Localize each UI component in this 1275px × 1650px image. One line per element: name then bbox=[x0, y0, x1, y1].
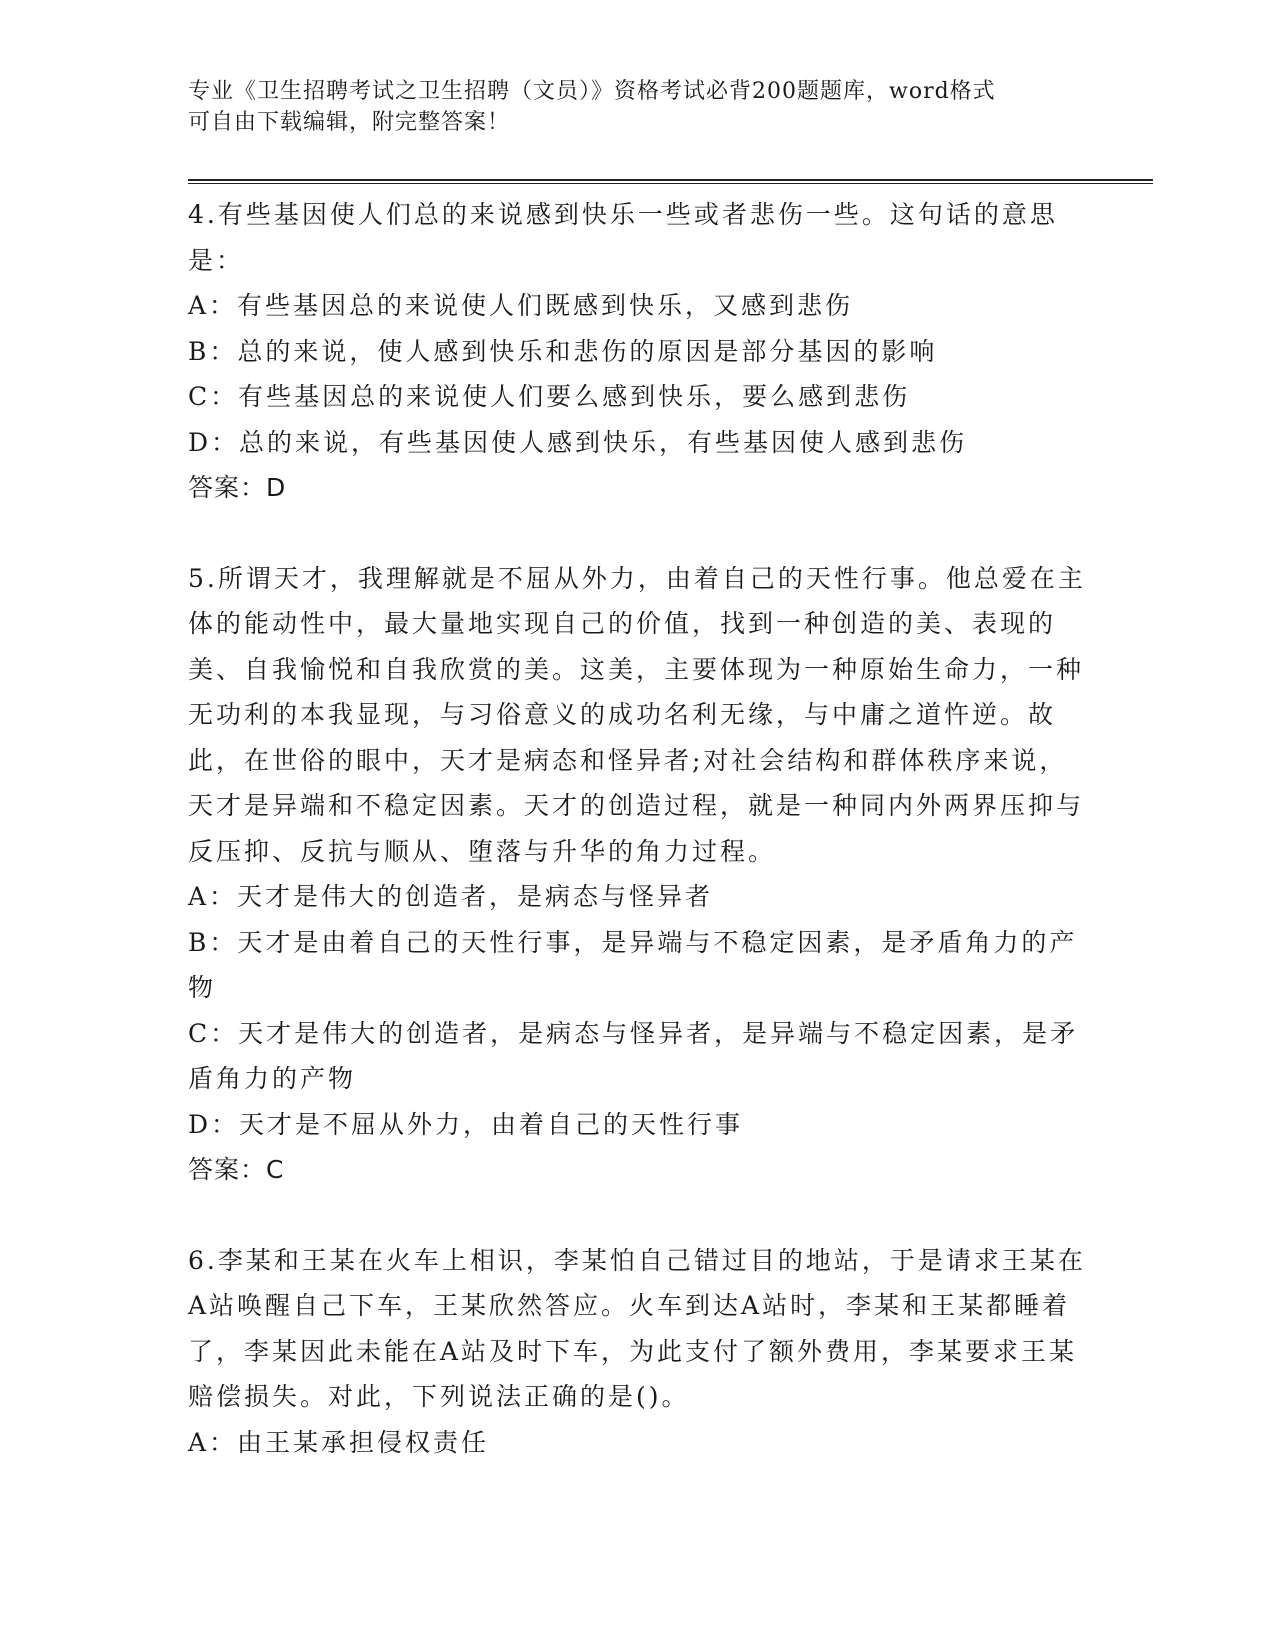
option-b: B：天才是由着自己的天性行事，是异端与不稳定因素，是矛盾角力的产物 bbox=[188, 927, 1078, 1002]
question-5 bbox=[188, 556, 1088, 1193]
option-a: A：有些基因总的来说使人们既感到快乐，又感到悲伤 bbox=[188, 291, 854, 320]
option-c: C：天才是伟大的创造者，是病态与怪异者，是异端与不稳定因素，是矛盾角力的产物 bbox=[188, 1018, 1079, 1093]
question-text: 4.有些基因使人们总的来说感到快乐一些或者悲伤一些。这句话的意思是： bbox=[188, 200, 1058, 275]
answer: 答案：D bbox=[188, 473, 287, 502]
header-divider-thick bbox=[188, 179, 1153, 181]
option-b: B：总的来说，使人感到快乐和悲伤的原因是部分基因的影响 bbox=[188, 336, 938, 366]
header-title-line-1: 专业《卫生招聘考试之卫生招聘（文员）》资格考试必背200题题库，word格式 bbox=[188, 79, 996, 104]
document-header bbox=[188, 76, 1088, 138]
header-divider-thin bbox=[188, 183, 1153, 184]
question-6 bbox=[188, 1238, 1088, 1466]
question-text: 5.所谓天才，我理解就是不屈从外力，由着自己的天性行事。他总爱在主体的能动性中，最大量地实现自己的价值，找到一种创造的美、表现的美、自我愉悦和自我欣赏的美。这美，主要体现为一种原始生命力，一种无功利的本我显现，与习俗意义的成功名利无缘，与中庸之道忤逆。故此，在世俗的眼中，天才是病态和怪异者;对社会结构和群体秩序来说，天才是异端和不稳定因素。天才的创造过程，就是一种同内外两界压抑与反压抑、反抗与顺从、堕落与升华的角力过程。 bbox=[188, 563, 1086, 866]
option-a: A：由王某承担侵权责任 bbox=[188, 1427, 490, 1457]
header-title-line-2: 可自由下载编辑，附完整答案！ bbox=[188, 110, 511, 135]
option-c: C：有些基因总的来说使人们要么感到快乐，要么感到悲伤 bbox=[188, 382, 911, 411]
question-spacer bbox=[188, 1193, 1088, 1238]
option-d: D：总的来说，有些基因使人感到快乐，有些基因使人感到悲伤 bbox=[188, 427, 968, 457]
option-d: D：天才是不屈从外力，由着自己的天性行事 bbox=[188, 1109, 744, 1139]
option-a: A：天才是伟大的创造者，是病态与怪异者 bbox=[188, 882, 714, 911]
answer: 答案：C bbox=[188, 1155, 285, 1184]
question-list bbox=[188, 192, 1088, 1465]
question-spacer bbox=[188, 511, 1088, 556]
question-4 bbox=[188, 192, 1088, 511]
question-text: 6.李某和王某在火车上相识，李某怕自己错过目的地站，于是请求王某在A站唤醒自己下车，王某欣然答应。火车到达A站时，李某和王某都睡着了，李某因此未能在A站及时下车，为此支付了额外费用，李某要求王某赔偿损失。对此，下列说法正确的是()。 bbox=[188, 1245, 1086, 1411]
